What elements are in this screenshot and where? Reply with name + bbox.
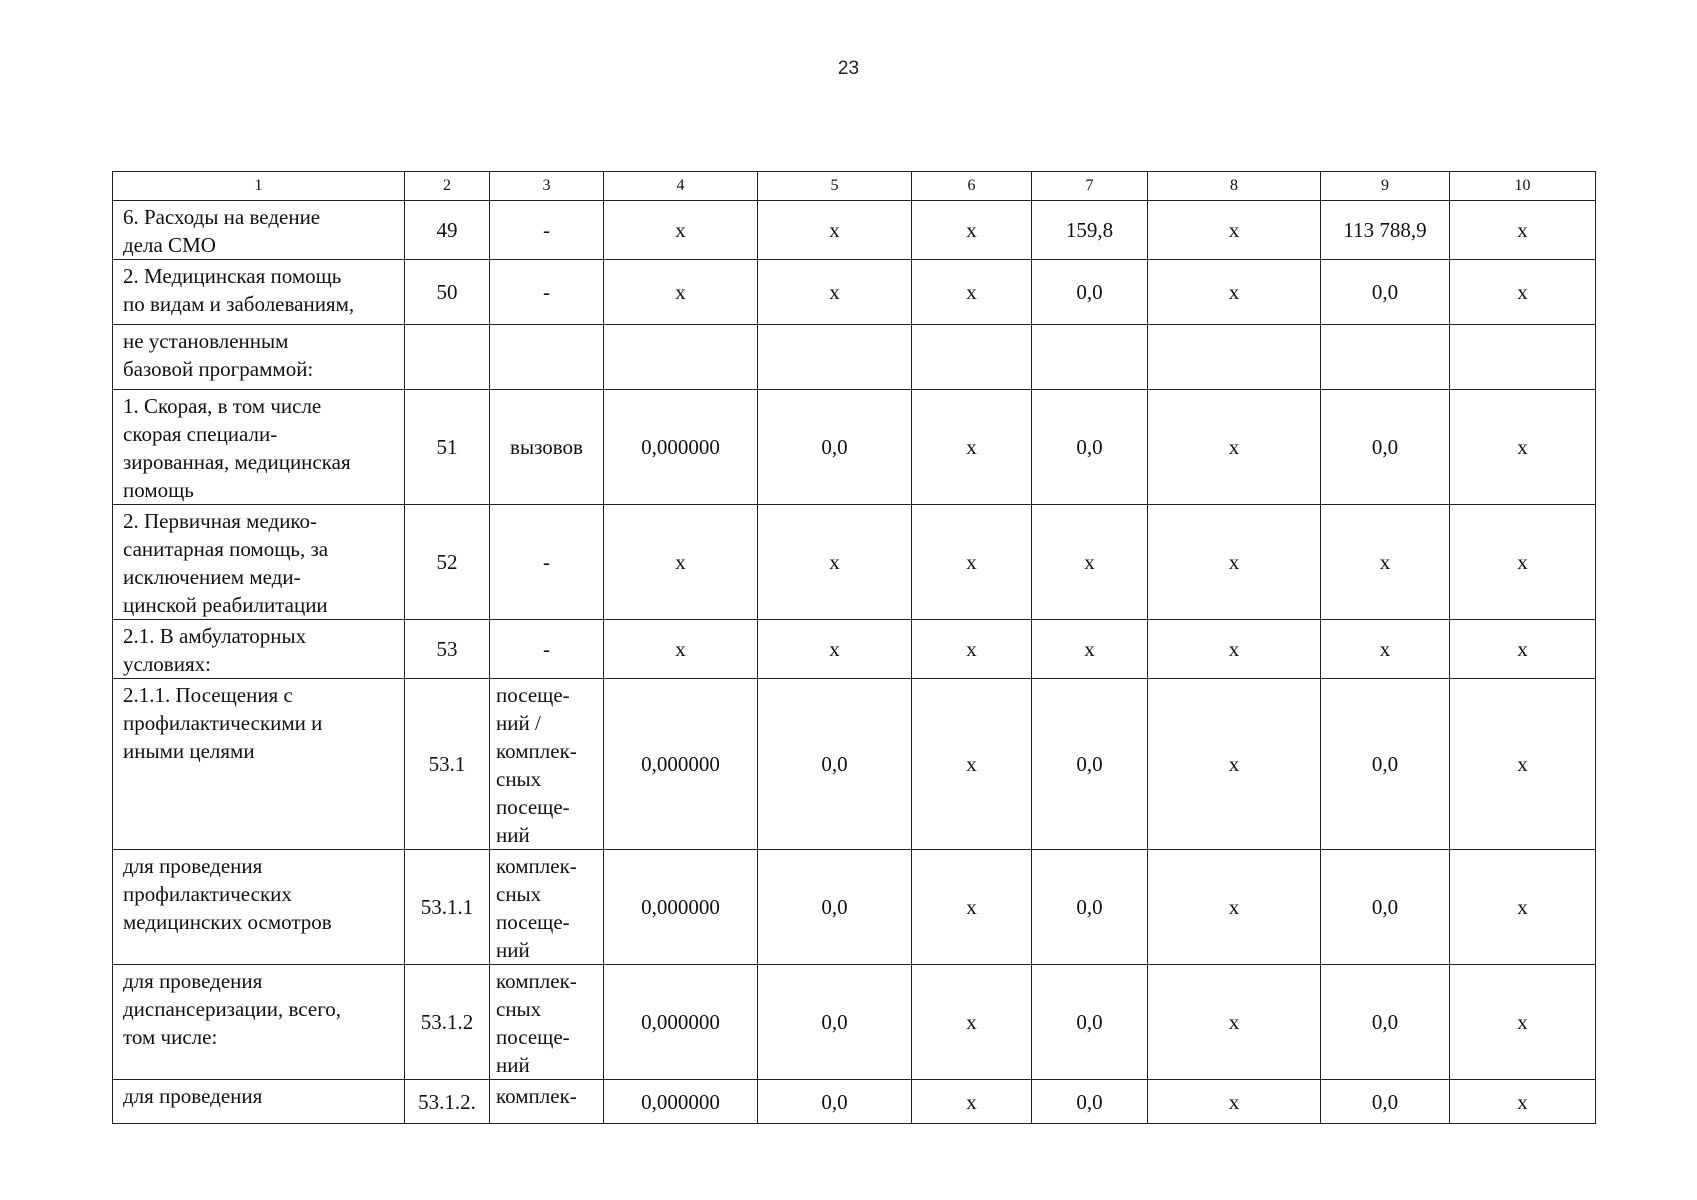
row-unit: вызовов [490, 390, 604, 505]
row-name: не установленным базовой программой: [123, 329, 314, 381]
row-name: для проведения [123, 1084, 263, 1108]
row-col-8: х [1148, 679, 1321, 850]
row-col-8: х [1148, 390, 1321, 505]
row-name: 2.1. В амбулаторных условиях: [123, 624, 307, 676]
row-col-7: 159,8 [1032, 201, 1148, 260]
row-col-6: х [912, 201, 1032, 260]
row-col-4: х [604, 620, 758, 679]
row-col-8: х [1148, 1080, 1321, 1124]
row-col-5: х [758, 201, 912, 260]
row-name: 2. Медицинская помощь по видам и заболеваниям, [123, 264, 355, 316]
row-col-6: х [912, 1080, 1032, 1124]
header-cell-8: 8 [1148, 172, 1321, 201]
row-col-10: х [1450, 679, 1596, 850]
row-code: 52 [405, 505, 490, 620]
row-col-5: х [758, 505, 912, 620]
row-col-6: х [912, 679, 1032, 850]
row-unit: - [490, 620, 604, 679]
row-col-10: х [1450, 965, 1596, 1080]
row-col-6: х [912, 390, 1032, 505]
row-col-10 [1450, 325, 1596, 390]
row-col-10: х [1450, 850, 1596, 965]
row-col-4: 0,000000 [604, 679, 758, 850]
header-row [113, 172, 1596, 201]
header-cell-2: 2 [405, 172, 490, 201]
row-unit: комплек- сных посеще- ний [496, 854, 577, 962]
row-col-4: х [604, 260, 758, 325]
row-col-9: х [1321, 505, 1450, 620]
table-row [113, 260, 1596, 325]
row-col-10: х [1450, 260, 1596, 325]
row-col-10: х [1450, 390, 1596, 505]
header-cell-10: 10 [1450, 172, 1596, 201]
row-col-5: 0,0 [758, 390, 912, 505]
row-name: 2.1.1. Посещения с профилактическими и иными целями [123, 683, 323, 763]
page-number: 23 [837, 58, 860, 79]
row-col-7 [1032, 325, 1148, 390]
row-col-6: х [912, 505, 1032, 620]
row-name: для проведения диспансеризации, всего, том числе: [123, 969, 342, 1049]
row-unit: посеще- ний / комплек- сных посеще- ний [496, 683, 577, 847]
table-row [113, 679, 1596, 850]
row-col-8: х [1148, 965, 1321, 1080]
row-col-8: х [1148, 850, 1321, 965]
row-name: для проведения профилактических медицинских осмотров [123, 854, 332, 934]
row-unit [490, 325, 604, 390]
row-col-8: х [1148, 620, 1321, 679]
row-code: 53.1.2. [405, 1080, 490, 1124]
row-code: 51 [405, 390, 490, 505]
row-col-7: 0,0 [1032, 850, 1148, 965]
row-col-10: х [1450, 201, 1596, 260]
row-col-9: х [1321, 620, 1450, 679]
row-code: 50 [405, 260, 490, 325]
row-col-7: х [1032, 505, 1148, 620]
row-unit: - [490, 201, 604, 260]
table-row [113, 505, 1596, 620]
header-cell-1: 1 [113, 172, 405, 201]
row-col-7: х [1032, 620, 1148, 679]
row-col-4: 0,000000 [604, 1080, 758, 1124]
row-col-8: х [1148, 505, 1321, 620]
row-col-10: х [1450, 620, 1596, 679]
row-unit: - [490, 505, 604, 620]
row-col-5: 0,0 [758, 679, 912, 850]
row-col-9: 0,0 [1321, 260, 1450, 325]
row-col-5 [758, 325, 912, 390]
row-col-5: 0,0 [758, 1080, 912, 1124]
row-name: 6. Расходы на ведение дела СМО [123, 205, 321, 257]
row-code: 53.1.2 [405, 965, 490, 1080]
row-col-10: х [1450, 1080, 1596, 1124]
row-name: 1. Скорая, в том числе скорая специали- зированная, медицинская помощь [123, 394, 351, 502]
row-col-10: х [1450, 505, 1596, 620]
header-cell-5: 5 [758, 172, 912, 201]
row-col-9: 0,0 [1321, 679, 1450, 850]
row-col-4: х [604, 201, 758, 260]
header-cell-9: 9 [1321, 172, 1450, 201]
row-col-4: 0,000000 [604, 390, 758, 505]
row-col-6: х [912, 620, 1032, 679]
table-row [113, 325, 1596, 390]
row-code: 53.1.1 [405, 850, 490, 965]
row-col-9: 0,0 [1321, 965, 1450, 1080]
row-col-6 [912, 325, 1032, 390]
row-col-9: 0,0 [1321, 1080, 1450, 1124]
table-row [113, 390, 1596, 505]
row-col-9: 0,0 [1321, 390, 1450, 505]
row-col-7: 0,0 [1032, 965, 1148, 1080]
row-code: 53 [405, 620, 490, 679]
row-col-5: х [758, 620, 912, 679]
row-col-6: х [912, 260, 1032, 325]
row-col-5: х [758, 260, 912, 325]
row-col-7: 0,0 [1032, 260, 1148, 325]
row-code: 53.1 [405, 679, 490, 850]
table-row [113, 1080, 1596, 1124]
header-cell-4: 4 [604, 172, 758, 201]
row-col-4: 0,000000 [604, 850, 758, 965]
row-unit: комплек- сных посеще- ний [496, 969, 577, 1077]
row-col-5: 0,0 [758, 965, 912, 1080]
row-unit: комплек- [496, 1084, 577, 1108]
row-col-7: 0,0 [1032, 390, 1148, 505]
row-code [405, 325, 490, 390]
table-row [113, 620, 1596, 679]
row-name: 2. Первичная медико- санитарная помощь, за исключением меди- цинской реабилитации [123, 509, 329, 617]
row-unit: - [490, 260, 604, 325]
header-cell-6: 6 [912, 172, 1032, 201]
table-row [113, 965, 1596, 1080]
row-col-9: 0,0 [1321, 850, 1450, 965]
row-code: 49 [405, 201, 490, 260]
header-cell-7: 7 [1032, 172, 1148, 201]
header-cell-3: 3 [490, 172, 604, 201]
data-table [112, 171, 1596, 1124]
row-col-5: 0,0 [758, 850, 912, 965]
row-col-7: 0,0 [1032, 679, 1148, 850]
row-col-6: х [912, 965, 1032, 1080]
row-col-9 [1321, 325, 1450, 390]
row-col-8: х [1148, 201, 1321, 260]
row-col-9: 113 788,9 [1321, 201, 1450, 260]
row-col-6: х [912, 850, 1032, 965]
row-col-7: 0,0 [1032, 1080, 1148, 1124]
row-col-4: х [604, 505, 758, 620]
row-col-4 [604, 325, 758, 390]
row-col-4: 0,000000 [604, 965, 758, 1080]
table-row [113, 850, 1596, 965]
row-col-8: х [1148, 260, 1321, 325]
row-col-8 [1148, 325, 1321, 390]
table-row [113, 201, 1596, 260]
